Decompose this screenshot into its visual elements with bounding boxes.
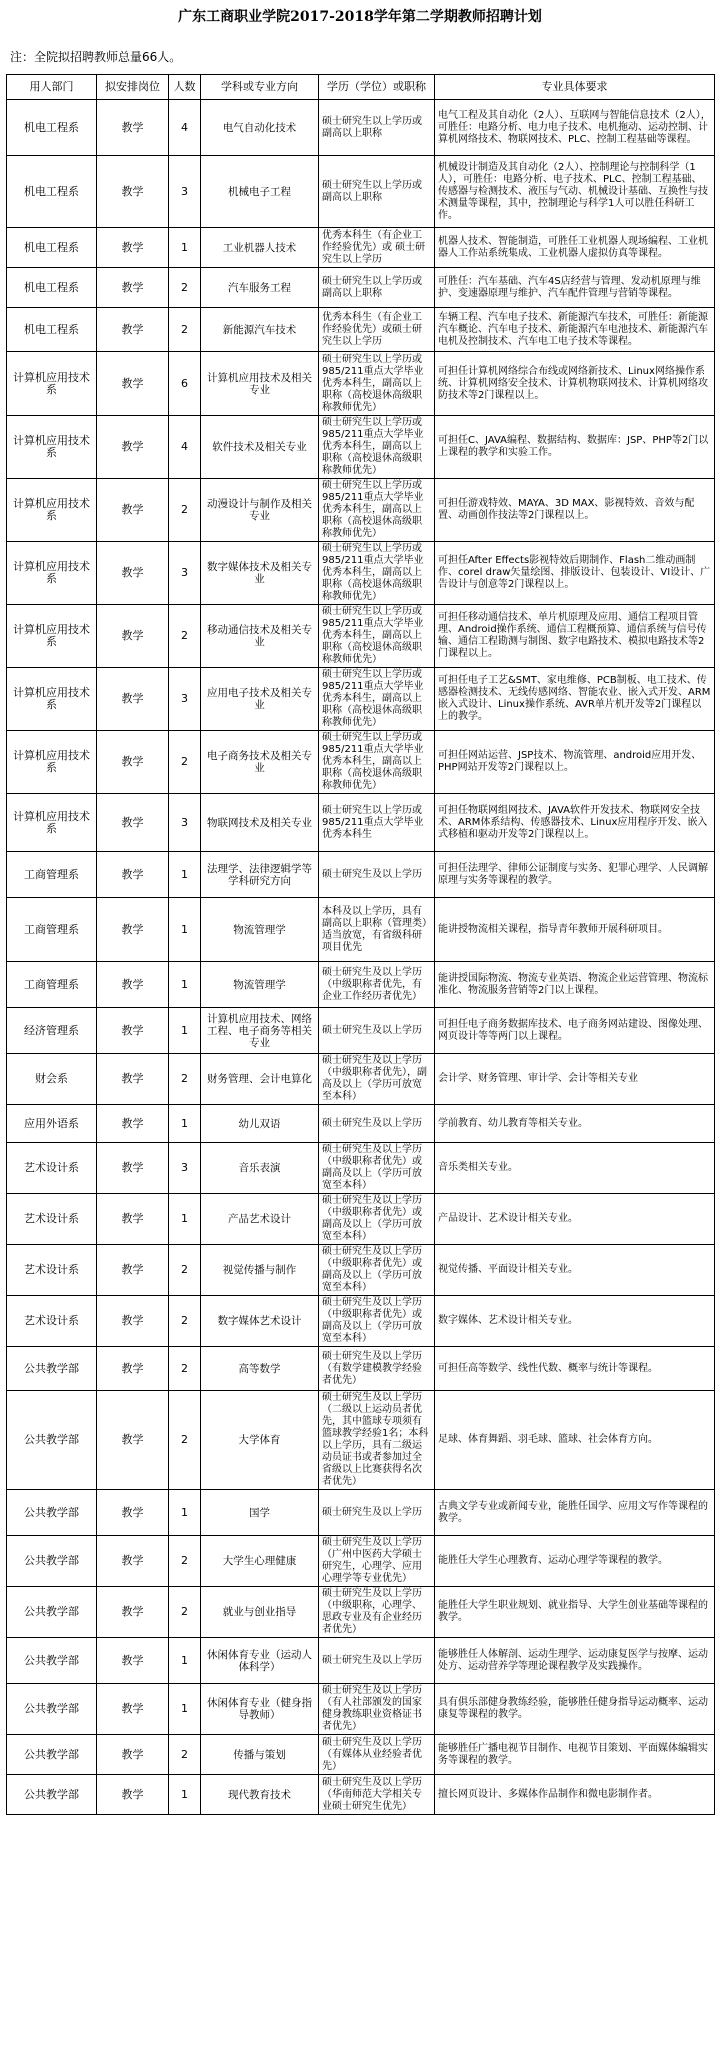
table-row [7, 852, 715, 898]
table-row [7, 1105, 715, 1143]
post-cell: 教学 [97, 731, 169, 794]
post-cell: 教学 [97, 852, 169, 898]
education-cell: 硕士研究生及以上学历 [319, 1490, 435, 1536]
education-cell: 硕士研究生及以上学历（中级职称者优先）或副高及以上（学历可放宽至本科） [319, 1245, 435, 1296]
department-cell: 公共教学部 [7, 1735, 97, 1775]
major-cell: 法理学、法律逻辑学等学科研究方向 [201, 852, 319, 898]
table-row [7, 268, 715, 308]
education-cell: 硕士研究生以上学历或副高以上职称 [319, 156, 435, 228]
header-department: 用人部门 [7, 75, 97, 100]
header-requirements: 专业具体要求 [435, 75, 715, 100]
post-cell: 教学 [97, 1775, 169, 1815]
count-cell: 3 [169, 794, 201, 852]
post-cell: 教学 [97, 1490, 169, 1536]
table-row [7, 1245, 715, 1296]
major-cell: 移动通信技术及相关专业 [201, 605, 319, 668]
education-cell: 硕士研究生以上学历或985/211重点大学毕业优秀本科生，副高以上职称（高校退休高级职称教师优先） [319, 352, 435, 416]
count-cell: 2 [169, 1587, 201, 1638]
post-cell: 教学 [97, 228, 169, 268]
major-cell: 工业机器人技术 [201, 228, 319, 268]
requirements-cell: 可担任高等数学、线性代数、概率与统计等课程。 [435, 1347, 715, 1391]
education-cell: 硕士研究生及以上学历（有数学建模教学经验者优先） [319, 1347, 435, 1391]
requirements-cell: 古典文学专业或新闻专业，能胜任国学、应用文写作等课程的教学。 [435, 1490, 715, 1536]
table-row [7, 416, 715, 479]
post-cell: 教学 [97, 1105, 169, 1143]
department-cell: 计算机应用技术系 [7, 668, 97, 731]
education-cell: 硕士研究生及以上学历（中级职称者优先），副高及以上（学历可放宽至本科） [319, 1054, 435, 1105]
requirements-cell: 可担任物联网组网技术、JAVA软件开发技术、物联网安全技术、ARM体系结构、传感器技术、Linux应用程序开发、嵌入式移植和驱动开发等2门课程以上。 [435, 794, 715, 852]
requirements-cell: 擅长网页设计、多媒体作品制作和微电影制作者。 [435, 1775, 715, 1815]
header-count: 人数 [169, 75, 201, 100]
major-cell: 财务管理、会计电算化 [201, 1054, 319, 1105]
requirements-cell: 会计学、财务管理、审计学、会计等相关专业 [435, 1054, 715, 1105]
major-cell: 物流管理学 [201, 898, 319, 962]
count-cell: 2 [169, 1054, 201, 1105]
count-cell: 1 [169, 1775, 201, 1815]
education-cell: 硕士研究生及以上学历（中级职称者优先）或副高及以上（学历可放宽至本科） [319, 1143, 435, 1194]
requirements-cell: 具有俱乐部健身教练经验，能够胜任健身指导运动概率、运动康复等课程的教学。 [435, 1684, 715, 1735]
education-cell: 硕士研究生以上学历或985/211重点大学毕业优秀本科生，副高以上职称（高校退休高级职称教师优先） [319, 605, 435, 668]
requirements-cell: 可胜任：汽车基础、汽车4S店经营与管理、发动机原理与维护、变速器原理与维护、汽车配件管理与营销等课程。 [435, 268, 715, 308]
table-row [7, 1775, 715, 1815]
post-cell: 教学 [97, 352, 169, 416]
department-cell: 计算机应用技术系 [7, 605, 97, 668]
count-cell: 2 [169, 479, 201, 542]
table-row [7, 898, 715, 962]
count-cell: 3 [169, 156, 201, 228]
requirements-cell: 可担任C、JAVA编程、数据结构、数据库：JSP、PHP等2门以上课程的教学和实验工作。 [435, 416, 715, 479]
education-cell: 优秀本科生（有企业工作经验优先）或硕士研究生以上学历 [319, 308, 435, 352]
post-cell: 教学 [97, 1391, 169, 1490]
requirements-cell: 能讲授国际物流、物流专业英语、物流企业运营管理、物流标准化、物流服务营销等2门以上课程。 [435, 962, 715, 1008]
post-cell: 教学 [97, 1245, 169, 1296]
count-cell: 1 [169, 1638, 201, 1684]
major-cell: 动漫设计与制作及相关专业 [201, 479, 319, 542]
requirements-cell: 能胜任大学生职业规划、就业指导、大学生创业基础等课程的教学。 [435, 1587, 715, 1638]
major-cell: 就业与创业指导 [201, 1587, 319, 1638]
recruitment-note: 注：全院拟招聘教师总量66人。 [10, 50, 182, 64]
major-cell: 汽车服务工程 [201, 268, 319, 308]
requirements-cell: 机械设计制造及其自动化（2人）、控制理论与控制科学（1人），可胜任：电路分析、电子技术、PLC、控制工程基础、传感器与检测技术、液压与气动、机械设计基础、互换性与技术测量等课程，其中，控制理论与科学1人可以胜任科研工作。 [435, 156, 715, 228]
count-cell: 2 [169, 308, 201, 352]
count-cell: 2 [169, 1391, 201, 1490]
requirements-cell: 产品设计、艺术设计相关专业。 [435, 1194, 715, 1245]
department-cell: 工商管理系 [7, 852, 97, 898]
table-row [7, 1587, 715, 1638]
table-row [7, 352, 715, 416]
department-cell: 工商管理系 [7, 898, 97, 962]
table-row [7, 605, 715, 668]
education-cell: 硕士研究生以上学历或985/211重点大学毕业优秀本科生，副高以上职称（高校退休高级职称教师优先） [319, 542, 435, 605]
education-cell: 硕士研究生及以上学历（华南师范大学相关专业硕士研究生优先） [319, 1775, 435, 1815]
table-row [7, 1735, 715, 1775]
education-cell: 硕士研究生及以上学历 [319, 1638, 435, 1684]
education-cell: 硕士研究生及以上学历（有人社部颁发的国家健身教练职业资格证书者优先） [319, 1684, 435, 1735]
table-header-row [7, 75, 715, 100]
department-cell: 经济管理系 [7, 1008, 97, 1054]
count-cell: 2 [169, 605, 201, 668]
requirements-cell: 机器人技术、智能制造，可胜任工业机器人现场编程、工业机器人工作站系统集成、工业机器人虚拟仿真等课程。 [435, 228, 715, 268]
major-cell: 幼儿双语 [201, 1105, 319, 1143]
major-cell: 传播与策划 [201, 1735, 319, 1775]
count-cell: 6 [169, 352, 201, 416]
table-row [7, 1638, 715, 1684]
department-cell: 艺术设计系 [7, 1245, 97, 1296]
education-cell: 硕士研究生及以上学历（中级职称者优先）或副高及以上（学历可放宽至本科） [319, 1296, 435, 1347]
education-cell: 硕士研究生及以上学历 [319, 852, 435, 898]
count-cell: 2 [169, 1245, 201, 1296]
count-cell: 1 [169, 962, 201, 1008]
major-cell: 电气自动化技术 [201, 100, 319, 156]
post-cell: 教学 [97, 1587, 169, 1638]
department-cell: 机电工程系 [7, 100, 97, 156]
education-cell: 硕士研究生及以上学历 [319, 1008, 435, 1054]
education-cell: 优秀本科生（有企业工作经验优先）或 硕士研究生以上学历 [319, 228, 435, 268]
post-cell: 教学 [97, 1008, 169, 1054]
department-cell: 公共教学部 [7, 1587, 97, 1638]
post-cell: 教学 [97, 479, 169, 542]
education-cell: 硕士研究生及以上学历（有媒体从业经验者优先） [319, 1735, 435, 1775]
table-body [7, 100, 715, 1815]
post-cell: 教学 [97, 100, 169, 156]
requirements-cell: 学前教育、幼儿教育等相关专业。 [435, 1105, 715, 1143]
requirements-cell: 音乐类相关专业。 [435, 1143, 715, 1194]
requirements-cell: 可担任After Effects影视特效后期制作、Flash二维动画制作、corel draw矢量绘图、排版设计、包装设计、VI设计、广告设计与创意等2门课程以上。 [435, 542, 715, 605]
major-cell: 产品艺术设计 [201, 1194, 319, 1245]
table-row [7, 100, 715, 156]
post-cell: 教学 [97, 668, 169, 731]
major-cell: 电子商务技术及相关专业 [201, 731, 319, 794]
count-cell: 2 [169, 268, 201, 308]
department-cell: 财会系 [7, 1054, 97, 1105]
education-cell: 硕士研究生以上学历或985/211重点大学毕业优秀本科生，副高以上职称（高校退休高级职称教师优先） [319, 416, 435, 479]
table-row [7, 542, 715, 605]
education-cell: 硕士研究生以上学历或985/211重点大学毕业优秀本科生，副高以上职称（高校退休高级职称教师优先） [319, 731, 435, 794]
recruitment-table [6, 74, 715, 1815]
count-cell: 2 [169, 1536, 201, 1587]
major-cell: 高等数学 [201, 1347, 319, 1391]
post-cell: 教学 [97, 1638, 169, 1684]
table-row [7, 1296, 715, 1347]
requirements-cell: 能够胜任广播电视节目制作、电视节目策划、平面媒体编辑实务等课程的教学。 [435, 1735, 715, 1775]
count-cell: 3 [169, 542, 201, 605]
education-cell: 硕士研究生以上学历或副高以上职称 [319, 100, 435, 156]
post-cell: 教学 [97, 898, 169, 962]
department-cell: 艺术设计系 [7, 1296, 97, 1347]
requirements-cell: 车辆工程、汽车电子技术、新能源汽车技术，可胜任：新能源汽车概论、汽车电子技术、新能源汽车电池技术、新能源汽车电机及控制技术、汽车电工电子技术等课程。 [435, 308, 715, 352]
count-cell: 1 [169, 1490, 201, 1536]
table-row [7, 479, 715, 542]
requirements-cell: 能讲授物流相关课程，指导青年教师开展科研项目。 [435, 898, 715, 962]
department-cell: 机电工程系 [7, 228, 97, 268]
count-cell: 1 [169, 1194, 201, 1245]
major-cell: 现代教育技术 [201, 1775, 319, 1815]
education-cell: 硕士研究生及以上学历（中级职称者优先，有企业工作经历者优先） [319, 962, 435, 1008]
post-cell: 教学 [97, 1536, 169, 1587]
education-cell: 硕士研究生以上学历或985/211重点大学毕业优秀本科生，副高以上职称（高校退休高级职称教师优先） [319, 479, 435, 542]
post-cell: 教学 [97, 1735, 169, 1775]
major-cell: 数字媒体艺术设计 [201, 1296, 319, 1347]
table-row [7, 668, 715, 731]
requirements-cell: 电气工程及其自动化（2人）、互联网与智能信息技术（2人），可胜任：电路分析、电力电子技术、电机拖动、运动控制、计算机网络技术、物联网技术、PLC、控制工程基础等课程。 [435, 100, 715, 156]
post-cell: 教学 [97, 1347, 169, 1391]
major-cell: 软件技术及相关专业 [201, 416, 319, 479]
count-cell: 1 [169, 228, 201, 268]
requirements-cell: 能够胜任人体解剖、运动生理学、运动康复医学与按摩、运动处方、运动营养学等理论课程教学及实践操作。 [435, 1638, 715, 1684]
post-cell: 教学 [97, 542, 169, 605]
table-row [7, 1347, 715, 1391]
count-cell: 2 [169, 1347, 201, 1391]
major-cell: 数字媒体技术及相关专业 [201, 542, 319, 605]
post-cell: 教学 [97, 416, 169, 479]
department-cell: 艺术设计系 [7, 1194, 97, 1245]
count-cell: 1 [169, 852, 201, 898]
requirements-cell: 可担任电子商务数据库技术、电子商务网站建设、图像处理、网页设计等等两门以上课程。 [435, 1008, 715, 1054]
table-row [7, 228, 715, 268]
table-row [7, 156, 715, 228]
post-cell: 教学 [97, 1143, 169, 1194]
table-row [7, 1054, 715, 1105]
header-education: 学历（学位）或职称 [319, 75, 435, 100]
major-cell: 物联网技术及相关专业 [201, 794, 319, 852]
table-row [7, 731, 715, 794]
requirements-cell: 数字媒体、艺术设计相关专业。 [435, 1296, 715, 1347]
post-cell: 教学 [97, 962, 169, 1008]
count-cell: 2 [169, 731, 201, 794]
table-row [7, 962, 715, 1008]
major-cell: 音乐表演 [201, 1143, 319, 1194]
major-cell: 新能源汽车技术 [201, 308, 319, 352]
table-row [7, 1143, 715, 1194]
requirements-cell: 足球、体育舞蹈、羽毛球、篮球、社会体育方向。 [435, 1391, 715, 1490]
major-cell: 大学体育 [201, 1391, 319, 1490]
requirements-cell: 视觉传播、平面设计相关专业。 [435, 1245, 715, 1296]
requirements-cell: 可担任法理学、律师公证制度与实务、犯罪心理学、人民调解原理与实务等课程的教学。 [435, 852, 715, 898]
major-cell: 物流管理学 [201, 962, 319, 1008]
requirements-cell: 可担任网站运营、JSP技术、物流管理、android应用开发、PHP网站开发等2门课程以上。 [435, 731, 715, 794]
major-cell: 计算机应用技术及相关专业 [201, 352, 319, 416]
requirements-cell: 能胜任大学生心理教育、运动心理学等课程的教学。 [435, 1536, 715, 1587]
department-cell: 公共教学部 [7, 1391, 97, 1490]
count-cell: 1 [169, 1008, 201, 1054]
department-cell: 计算机应用技术系 [7, 794, 97, 852]
department-cell: 公共教学部 [7, 1775, 97, 1815]
major-cell: 应用电子技术及相关专业 [201, 668, 319, 731]
post-cell: 教学 [97, 1054, 169, 1105]
education-cell: 硕士研究生以上学历或985/211重点大学毕业优秀本科生 [319, 794, 435, 852]
table-row [7, 1536, 715, 1587]
department-cell: 公共教学部 [7, 1536, 97, 1587]
table-row [7, 1490, 715, 1536]
education-cell: 硕士研究生以上学历或副高以上职称 [319, 268, 435, 308]
education-cell: 本科及以上学历，具有副高以上职称（管理类）适当放宽，有省级科研项目优先 [319, 898, 435, 962]
education-cell: 硕士研究生以上学历或985/211重点大学毕业优秀本科生，副高以上职称（高校退休高级职称教师优先） [319, 668, 435, 731]
post-cell: 教学 [97, 1684, 169, 1735]
department-cell: 机电工程系 [7, 308, 97, 352]
table-row [7, 308, 715, 352]
major-cell: 大学生心理健康 [201, 1536, 319, 1587]
department-cell: 工商管理系 [7, 962, 97, 1008]
count-cell: 4 [169, 416, 201, 479]
count-cell: 2 [169, 1735, 201, 1775]
table-row [7, 1684, 715, 1735]
requirements-cell: 可担任电子工艺&SMT、家电维修、PCB制板、电工技术、传感器检测技术、无线传感网络、智能农业、嵌入式开发、ARM嵌入式设计、Linux操作系统、AVR单片机开发等2门课程以上的教学。 [435, 668, 715, 731]
major-cell: 机械电子工程 [201, 156, 319, 228]
education-cell: 硕士研究生及以上学历（中级职称者优先）或副高及以上（学历可放宽至本科） [319, 1194, 435, 1245]
major-cell: 休闲体育专业（健身指导教师） [201, 1684, 319, 1735]
department-cell: 公共教学部 [7, 1347, 97, 1391]
count-cell: 3 [169, 1143, 201, 1194]
post-cell: 教学 [97, 1194, 169, 1245]
department-cell: 公共教学部 [7, 1490, 97, 1536]
department-cell: 计算机应用技术系 [7, 352, 97, 416]
department-cell: 公共教学部 [7, 1684, 97, 1735]
major-cell: 休闲体育专业（运动人体科学） [201, 1638, 319, 1684]
education-cell: 硕士研究生及以上学历 [319, 1105, 435, 1143]
table-row [7, 1391, 715, 1490]
department-cell: 机电工程系 [7, 156, 97, 228]
major-cell: 计算机应用技术、网络工程、电子商务等相关专业 [201, 1008, 319, 1054]
count-cell: 1 [169, 1684, 201, 1735]
education-cell: 硕士研究生及以上学历（二级以上运动员者优先，其中篮球专项须有篮球教学经验1名；本科以上学历，具有二级运动员证书或者参加过全省级以上比赛获得名次者优先） [319, 1391, 435, 1490]
count-cell: 3 [169, 668, 201, 731]
post-cell: 教学 [97, 156, 169, 228]
department-cell: 机电工程系 [7, 268, 97, 308]
post-cell: 教学 [97, 268, 169, 308]
major-cell: 国学 [201, 1490, 319, 1536]
count-cell: 2 [169, 1296, 201, 1347]
table-row [7, 794, 715, 852]
department-cell: 艺术设计系 [7, 1143, 97, 1194]
header-post: 拟安排岗位 [97, 75, 169, 100]
count-cell: 4 [169, 100, 201, 156]
post-cell: 教学 [97, 605, 169, 668]
count-cell: 1 [169, 898, 201, 962]
department-cell: 公共教学部 [7, 1638, 97, 1684]
table-row [7, 1008, 715, 1054]
document-title: 广东工商职业学院2017-2018学年第二学期教师招聘计划 [178, 9, 542, 25]
table-row [7, 1194, 715, 1245]
education-cell: 硕士研究生及以上学历（中级职称，心理学、思政专业及有企业经历者优先） [319, 1587, 435, 1638]
post-cell: 教学 [97, 794, 169, 852]
department-cell: 应用外语系 [7, 1105, 97, 1143]
department-cell: 计算机应用技术系 [7, 479, 97, 542]
major-cell: 视觉传播与制作 [201, 1245, 319, 1296]
department-cell: 计算机应用技术系 [7, 416, 97, 479]
requirements-cell: 可担任游戏特效、MAYA、3D MAX、影视特效、音效与配置、动画创作技法等2门课程以上。 [435, 479, 715, 542]
header-major: 学科或专业方向 [201, 75, 319, 100]
department-cell: 计算机应用技术系 [7, 731, 97, 794]
count-cell: 1 [169, 1105, 201, 1143]
department-cell: 计算机应用技术系 [7, 542, 97, 605]
post-cell: 教学 [97, 308, 169, 352]
education-cell: 硕士研究生及以上学历（广州中医药大学硕士研究生，心理学、应用心理学等专业优先） [319, 1536, 435, 1587]
requirements-cell: 可担任移动通信技术、单片机原理及应用、通信工程项目管理、Android操作系统、通信工程概预算、通信系统与信号传输、通信工程勘测与制图、数字电路技术、模拟电路技术等2门课程以上。 [435, 605, 715, 668]
requirements-cell: 可担任计算机网络综合布线或网络新技术、Linux网络操作系统、计算机网络安全技术、计算机物联网技术、计算机网络攻防技术等2门课程以上。 [435, 352, 715, 416]
post-cell: 教学 [97, 1296, 169, 1347]
